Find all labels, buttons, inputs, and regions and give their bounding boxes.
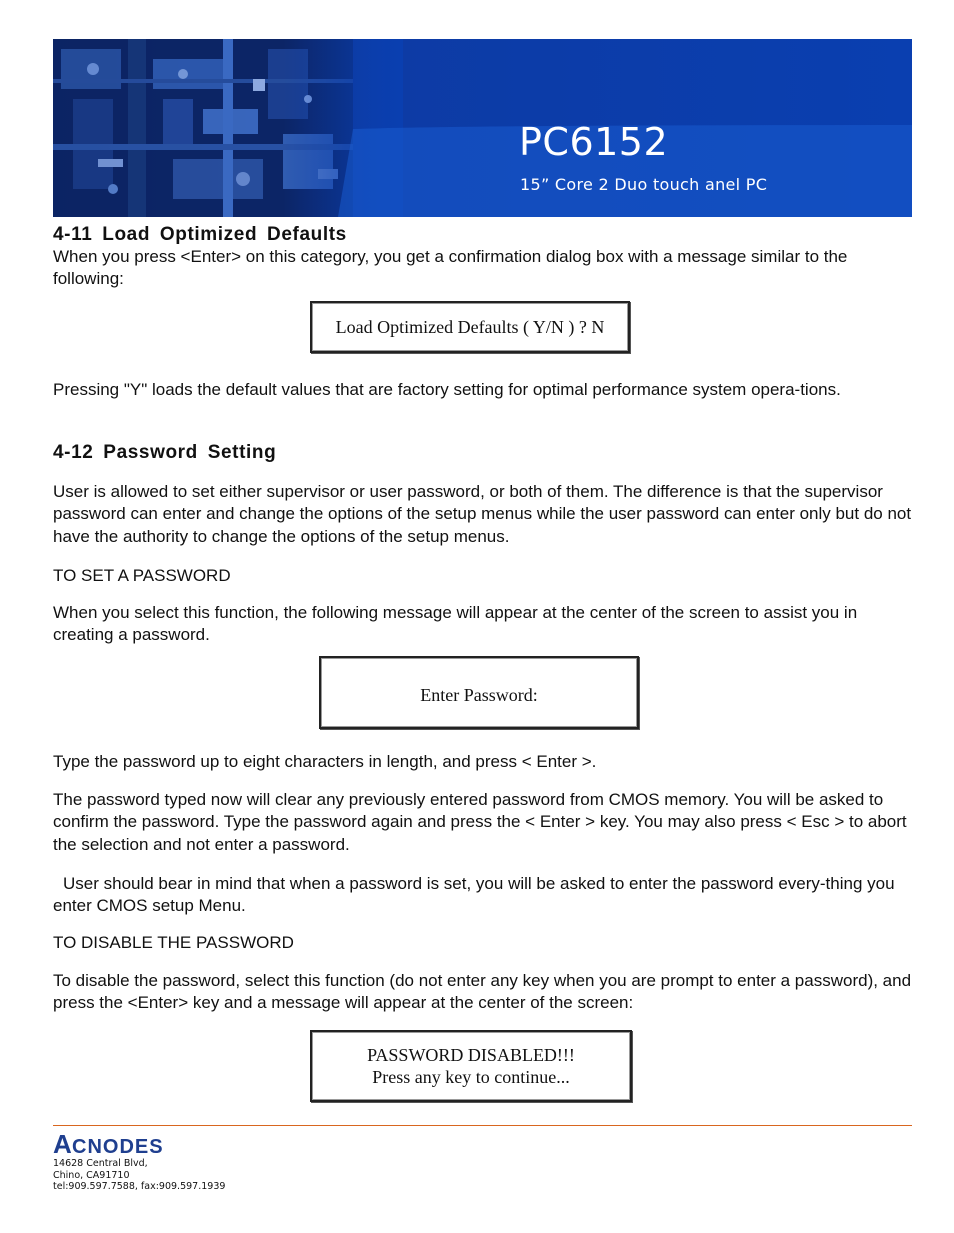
password-disabled-dialog-line1: PASSWORD DISABLED!!! — [367, 1045, 575, 1065]
address-line-street: 14628 Central Blvd, — [53, 1158, 148, 1169]
circuit-board-image — [53, 39, 912, 217]
product-title: PC6152 — [519, 120, 669, 164]
svg-text:CNODES: CNODES — [72, 1136, 164, 1157]
password-disabled-dialog-line2: Press any key to continue... — [372, 1067, 570, 1087]
section-heading-load-defaults: 4-11 Load Optimized Defaults — [53, 224, 347, 245]
product-subtitle: 15” Core 2 Duo touch anel PC — [520, 175, 768, 194]
section-heading-password-setting: 4-12 Password Setting — [53, 442, 277, 463]
footer-rule — [53, 1125, 912, 1126]
acnodes-logo-mark — [53, 1131, 213, 1157]
paragraph-type-password: Type the password up to eight characters in length, and press < Enter >. — [53, 752, 597, 771]
enter-password-dialog-text: Enter Password: — [420, 685, 538, 705]
load-defaults-dialog — [310, 301, 630, 353]
address-line-contact: tel:909.597.7588, fax:909.597.1939 — [53, 1181, 226, 1192]
header-banner — [53, 39, 912, 217]
paragraph-password-reminder: User should bear in mind that when a password is set, you will be asked to enter the password every-thing you enter CMOS setup Menu. — [53, 874, 895, 916]
enter-password-dialog — [319, 656, 639, 729]
address-line-city: Chino, CA91710 — [53, 1169, 130, 1181]
label-disable-password: TO DISABLE THE PASSWORD — [53, 933, 294, 952]
paragraph-set-password: When you select this function, the following message will appear at the center of the screen to assist you in creating a password. — [53, 603, 858, 645]
load-defaults-dialog-text: Load Optimized Defaults ( Y/N ) ? N — [335, 317, 605, 337]
company-address — [53, 1158, 225, 1193]
label-set-password: TO SET A PASSWORD — [53, 566, 231, 585]
paragraph-password-roles: User is allowed to set either supervisor or user password, or both of them. The difference is that the supervisor password can enter and change the options of the setup menus while the user password can enter only but do not have the authority to change the options of the setup menus. — [53, 482, 912, 546]
paragraph-load-defaults-after: Pressing "Y" loads the default values that are factory setting for optimal performance system opera-tions. — [53, 380, 841, 399]
password-disabled-dialog — [310, 1030, 632, 1102]
paragraph-load-defaults-intro: When you press <Enter> on this category, you get a confirmation dialog box with a message similar to the following: — [53, 247, 848, 289]
paragraph-confirm-password: The password typed now will clear any previously entered password from CMOS memory. You will be asked to confirm the password. Type the password again and press the < Enter > key. You may also press < Esc > to abort the selection and not enter a password. — [53, 790, 907, 854]
svg-text:A: A — [53, 1131, 73, 1157]
paragraph-disable-password: To disable the password, select this function (do not enter any key when you are prompt to enter a password), and press the <Enter> key and a message will appear at the center of the screen: — [53, 971, 912, 1013]
